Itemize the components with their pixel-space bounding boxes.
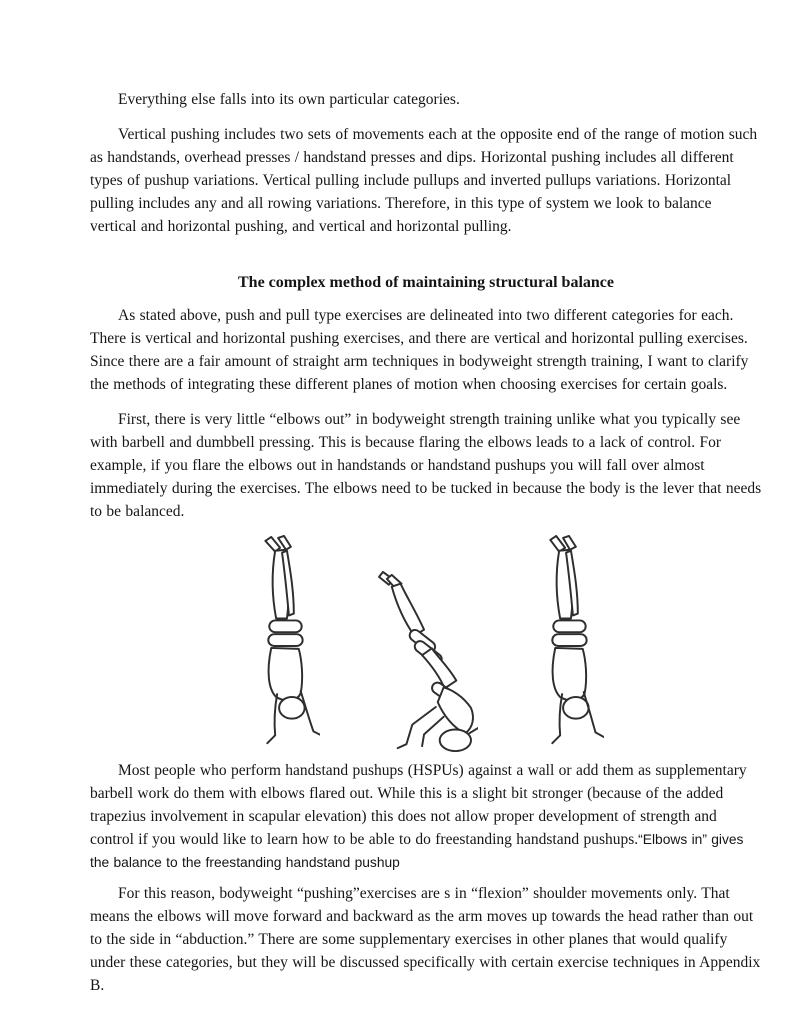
handstand-figure-right — [532, 535, 604, 753]
paragraph-as-stated-above: As stated above, push and pull type exercises are delineated into two different categories for each. There is vertical and horizontal pushing exercises, and there are vertical and horizontal pulling exercises. Since there are a fair amount of straight arm techniques in bodyweight strength training, I want to clarify the methods of integrating these different planes of motion when choosing exercises for certain goals. — [90, 307, 749, 393]
paragraph-categories-intro: Everything else falls into its own particular categories. — [118, 91, 460, 108]
paragraph-hspu-wall — [90, 759, 762, 874]
paragraph-elbows-out: First, there is very little “elbows out” in bodyweight strength training unlike what you typically see with barbell and dumbbell pressing. This is because flaring the elbows leads to a lack of control. For example, if you flare the elbows out in handstands or handstand pushups you will fall over almost immediately during the exercises. The elbows need to be tucked in because the body is the lever that needs to be balanced. — [90, 411, 762, 520]
section-heading: The complex method of maintaining structural balance — [238, 274, 614, 291]
paragraph-push-pull-definitions: Vertical pushing includes two sets of movements each at the opposite end of the range of motion such as handstands, overhead presses / handstand presses and dips. Horizontal pushing includes all different types of pushup variations. Vertical pulling include pullups and inverted pullups variations. Horizontal pulling includes any and all rowing variations. Therefore, in this type of system we look to balance vertical and horizontal pushing, and vertical and horizontal pulling. — [90, 126, 758, 235]
headstand-figure-middle — [374, 571, 478, 753]
text-column — [90, 88, 762, 1009]
paragraph-flexion-movements: For this reason, bodyweight “pushing”exercises are s in “flexion” shoulder movements only. That means the elbows will move forward and backward as the arm moves up towards the head rather than out to the side in “abduction.” There are some supplementary exercises in other planes that would qualify under these categories, but they will be discussed specifically with certain exercise techniques in Appendix B. — [90, 885, 761, 994]
paragraph-hspu-wall-serif-text: Most people who perform handstand pushups (HSPUs) against a wall or add them as supplementary barbell work do them with elbows flared out. While this is a slight bit stronger (because of the added trapezius involvement in scapular elevation) this does not allow proper development of strength and control if you would like to learn how to be able to do freestanding handstand pushups. — [90, 762, 747, 848]
elbows-in-caption: “Elbows in” gives the balance to the freestanding handstand pushup — [90, 832, 744, 870]
handstand-figure-left — [248, 535, 320, 753]
handstand-illustration — [90, 535, 762, 753]
